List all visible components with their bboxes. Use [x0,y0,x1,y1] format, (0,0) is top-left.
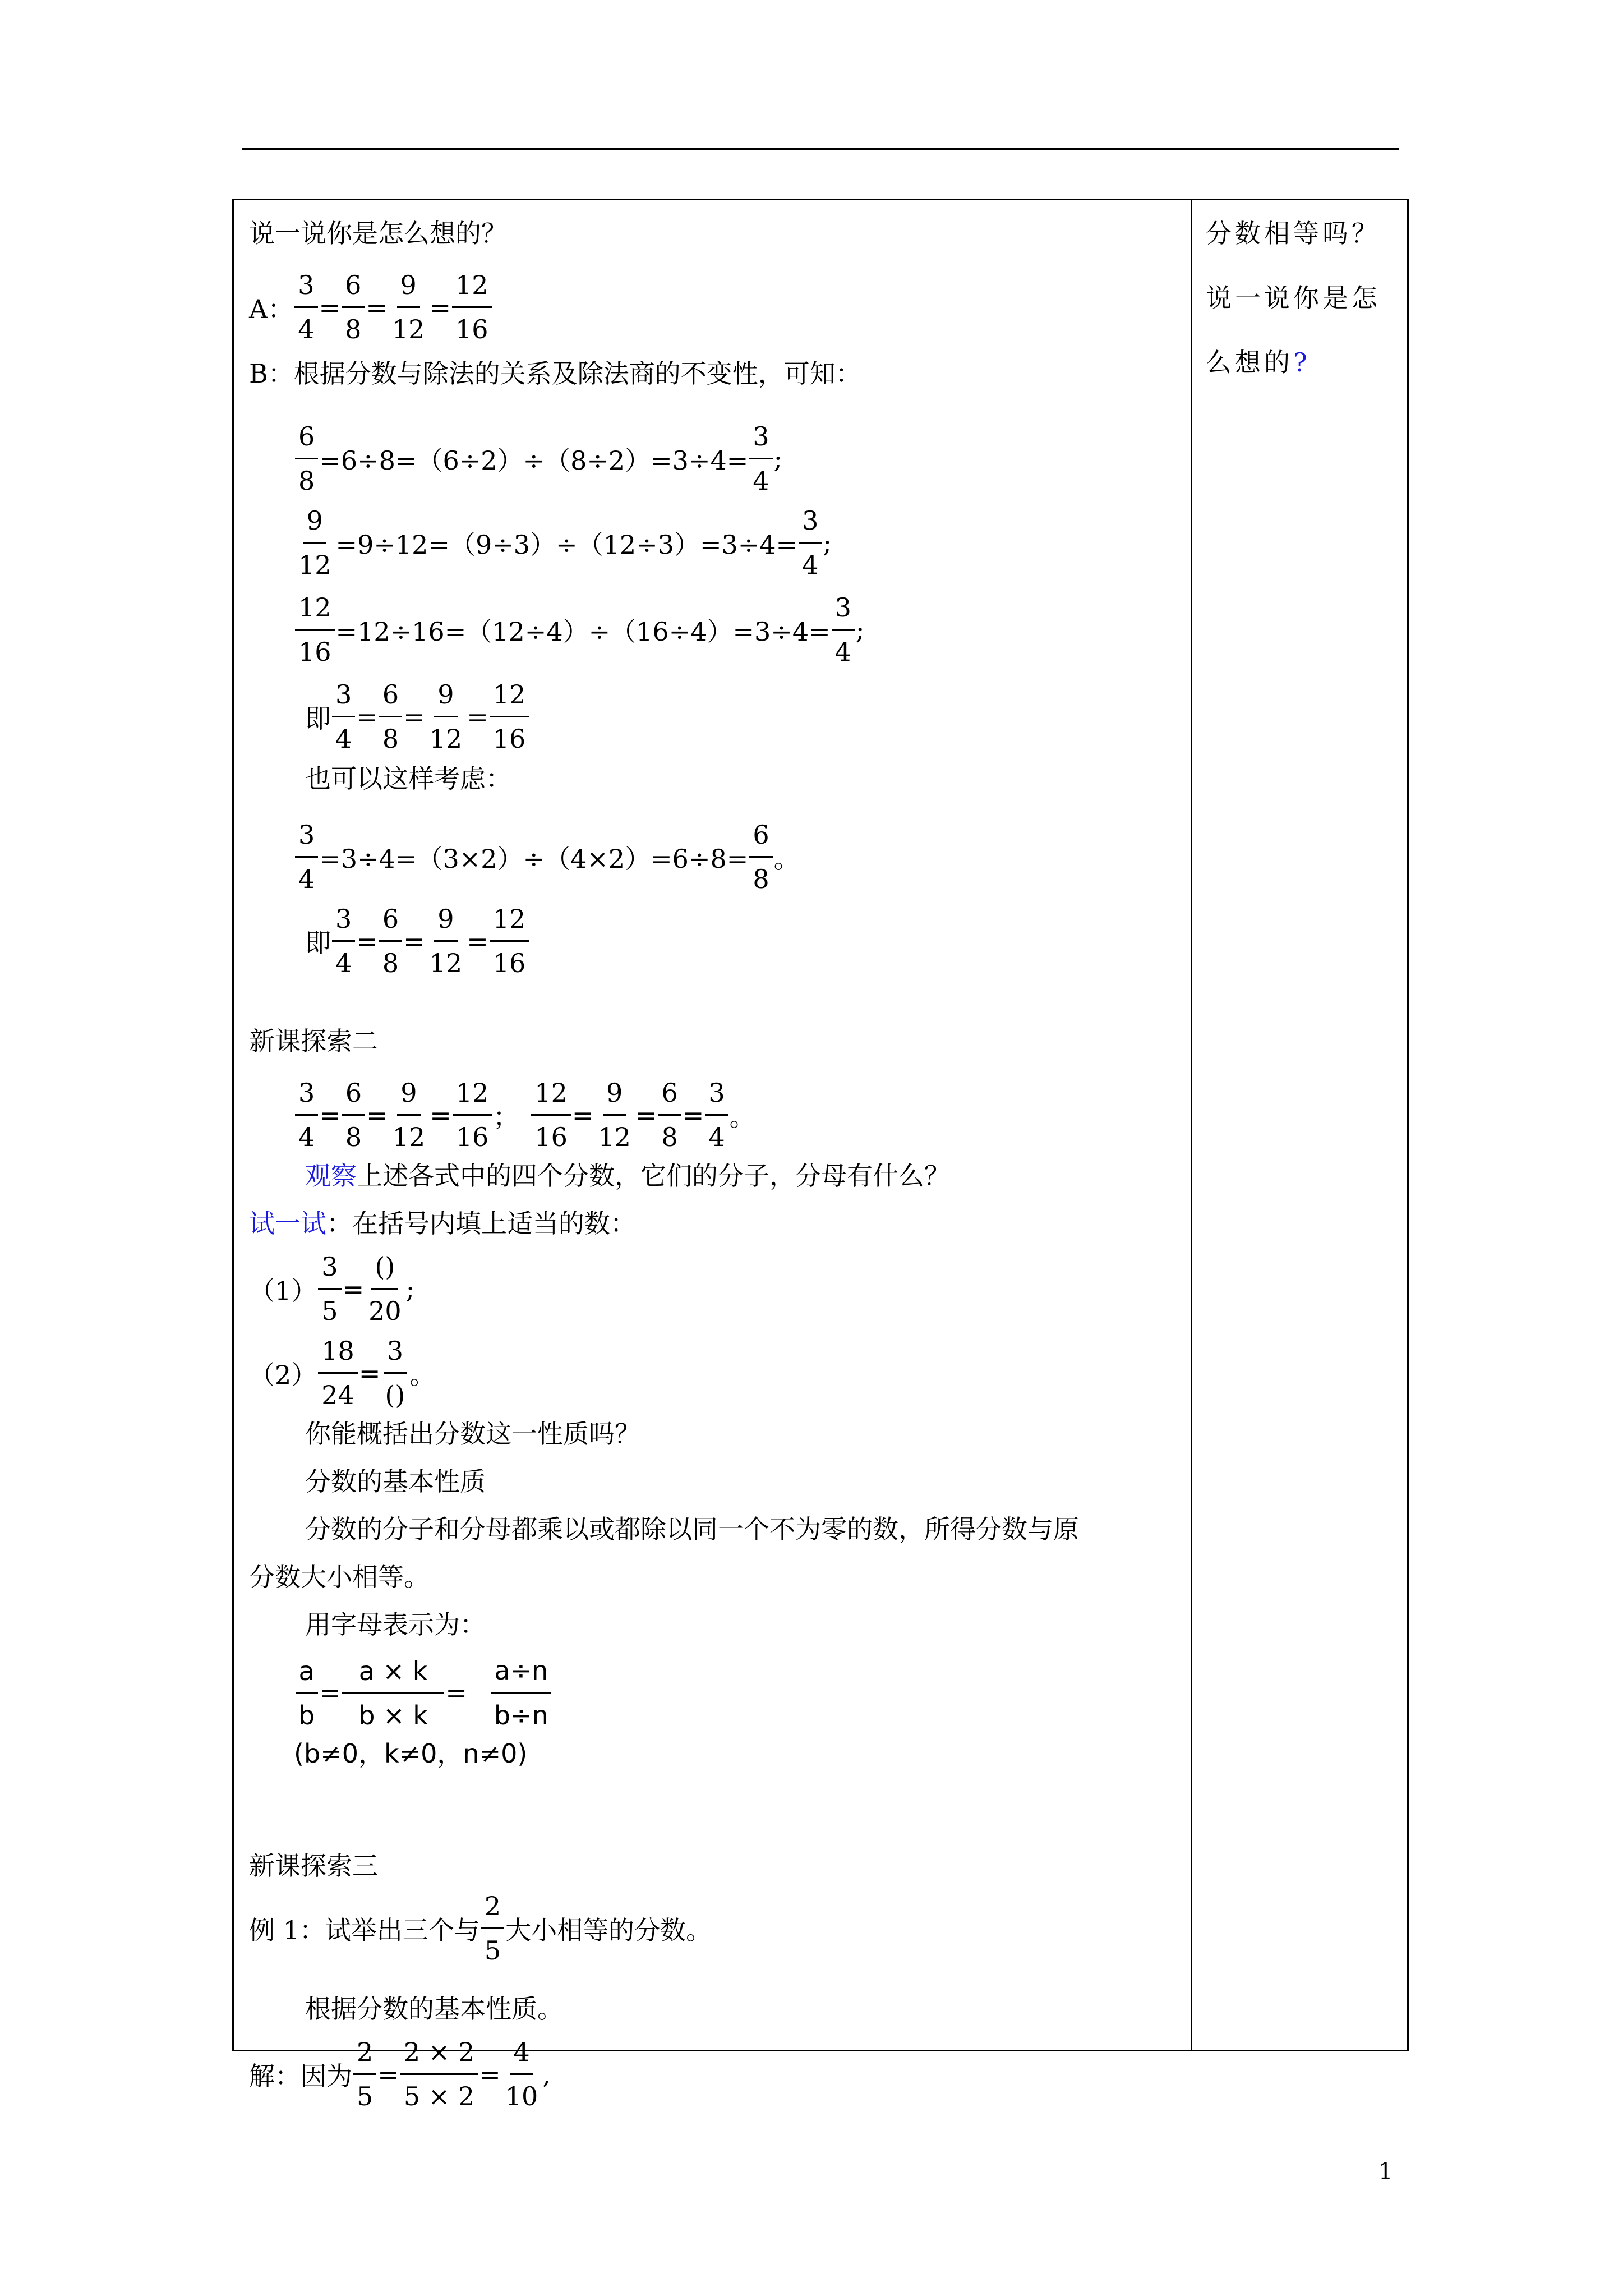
denominator: 16 [534,1122,568,1152]
denominator: 10 [505,2081,538,2111]
numerator: 3 [384,1329,407,1374]
ji-chain-2 [305,898,530,984]
punctuation: 。 [409,1359,436,1390]
item-label: （1） [249,1275,317,1306]
fraction [832,586,855,673]
denominator: 16 [455,314,488,344]
numerator: 12 [295,586,335,631]
try-rest: ：在括号内填上适当的数： [326,1208,636,1239]
numerator: 3 [295,1071,318,1116]
letters-cond-text: (b≠0，k≠0，n≠0) [294,1738,528,1769]
numerator: 18 [318,1329,358,1374]
denominator: 24 [321,1380,354,1410]
fraction [379,673,402,760]
punctuation: 。 [773,843,800,874]
equation-middle: =6÷8=（6÷2）÷（8÷2）=3÷4= [319,445,749,476]
denominator: 12 [392,1122,426,1152]
section-2-title [249,1021,378,1058]
fraction [295,415,318,502]
equals-sign: = [635,1099,657,1130]
fraction [490,898,529,984]
denominator: 8 [345,314,362,344]
fraction [531,1071,571,1158]
example-prefix: 例 1：试举出三个与 [249,1915,480,1945]
example-suffix: 大小相等的分数。 [505,1915,712,1945]
numerator: 6 [658,1071,681,1116]
equals-sign: = [445,1678,467,1708]
fraction [453,1071,492,1158]
equation-middle: =3÷4=（3×2）÷（4×2）=6÷8= [319,843,749,874]
equals-sign: = [403,926,425,956]
fraction [379,898,402,984]
numerator: 12 [531,1071,571,1116]
property-title-text: 分数的基本性质 [305,1466,486,1497]
fraction [491,1649,552,1737]
property-text-1 [305,1509,1079,1546]
property-text-1-span: 分数的分子和分母都乘以或都除以同一个不为零的数，所得分数与原 [305,1514,1079,1544]
equals-sign: = [366,292,388,323]
blank-fraction [365,1245,405,1332]
punctuation: , [542,2059,551,2090]
fraction [400,2031,478,2118]
property-text-2 [249,1557,430,1594]
numerator: 6 [342,1071,365,1116]
fraction [705,1071,728,1158]
numerator: 6 [379,673,402,717]
equation-middle: =12÷16=（12÷4）÷（16÷4）=3÷4= [335,616,831,647]
numerator: 2 × 2 [400,2031,478,2075]
denominator: 20 [368,1296,402,1326]
numerator: 4 [510,2031,533,2075]
question-text: 说一说你是怎么想的？ [249,218,507,249]
equals-sign: = [356,926,378,956]
fraction [295,586,335,673]
blank-fraction [381,1329,408,1416]
equals-sign: = [319,1678,341,1708]
numerator: 3 [749,415,772,459]
denominator: 5 [321,1296,338,1326]
try-item-1 [249,1245,414,1332]
denominator: b × k [358,1700,428,1731]
solution-prefix: 解：因为 [249,2060,352,2091]
summarize-question [305,1414,640,1451]
equation-2 [294,499,832,586]
ji-word: 即 [305,927,331,958]
side-line-2-text: 说一说你是怎 [1206,283,1381,313]
denominator: 8 [753,864,769,894]
letters-formula [294,1649,553,1737]
fraction [389,264,428,351]
solution-line [249,2031,551,2118]
also-text: 也可以这样考虑： [305,763,511,794]
numerator: 9 [434,898,457,942]
fraction [490,673,529,760]
side-line-3 [1206,342,1311,379]
numerator: 3 [832,586,855,631]
fraction [426,673,466,760]
property-text-2-span: 分数大小相等。 [249,1562,430,1592]
numerator: a÷n [491,1649,551,1694]
denominator: 4 [298,314,315,344]
equals-sign: = [377,2059,399,2090]
denominator: 4 [298,864,315,894]
punctuation: ; [405,1273,415,1304]
try-word: 试一试 [249,1208,326,1239]
side-line-1-text: 分数相等吗？ [1206,218,1381,249]
example-hint-text: 根据分数的基本性质。 [305,1994,563,2024]
side-line-3-text: 么想的 [1206,347,1293,378]
equation-middle: =9÷12=（9÷3）÷（12÷3）=3÷4= [335,529,798,560]
denominator: 4 [708,1122,725,1152]
numerator: 6 [342,264,365,308]
denominator: 4 [335,948,352,978]
denominator: 8 [382,724,399,754]
fraction [502,2031,542,2118]
denominator: 4 [802,550,819,580]
numerator: 3 [705,1071,728,1116]
denominator: b÷n [494,1700,548,1731]
denominator: 8 [661,1122,678,1152]
also-line [305,758,511,795]
numerator: 3 [295,813,318,858]
fraction [342,1071,365,1158]
fraction [481,1885,504,1972]
denominator: 16 [492,724,526,754]
fraction [749,813,772,900]
denominator: 8 [345,1122,362,1152]
denominator: 4 [298,1122,315,1152]
column-divider [1191,199,1192,2051]
equals-sign: = [429,292,451,323]
equals-sign: = [682,1099,704,1130]
numerator: () [371,1245,398,1290]
equation-4 [294,813,800,900]
header-rule [242,148,1399,150]
denominator: 12 [429,724,463,754]
denominator: 4 [834,637,851,667]
denominator: 12 [298,550,331,580]
observe-rest: 上述各式中的四个分数，它们的分子，分母有什么？ [357,1161,950,1191]
punctuation: 。 [729,1101,755,1132]
fraction [342,264,365,351]
numerator: 2 [353,2031,376,2075]
equals-sign: = [342,1273,365,1304]
denominator: 16 [298,637,331,667]
fraction [658,1071,681,1158]
numerator: 3 [294,264,317,308]
chains-line [294,1071,755,1158]
denominator: 5 [484,1935,501,1966]
ji-chain-1 [305,673,530,760]
section-2-text: 新课探索二 [249,1026,378,1056]
punctuation: ; [855,614,865,645]
question-line [249,213,507,250]
numerator: 3 [318,1245,341,1290]
punctuation: ； [493,1101,519,1132]
denominator: 12 [391,314,425,344]
numerator: 9 [303,499,326,544]
numerator: 9 [397,1071,420,1116]
fraction [295,1650,318,1737]
numerator: 6 [295,415,318,459]
numerator: 9 [603,1071,626,1116]
denominator: 8 [298,466,315,496]
equation-1 [294,415,782,502]
denominator: 5 [357,2081,374,2111]
label-a: A： [249,293,294,324]
fraction [353,2031,376,2118]
numerator: 3 [799,499,822,544]
fraction [452,264,492,351]
side-line-2 [1206,278,1381,315]
equals-sign: = [403,701,425,732]
numerator: a × k [342,1650,445,1694]
equals-sign: = [356,701,378,732]
fraction [295,813,318,900]
fraction [332,673,355,760]
try-line [249,1203,636,1240]
equation-3 [294,586,864,673]
numerator: 9 [397,264,420,308]
equals-sign: = [467,926,488,956]
numerator: 9 [434,673,457,717]
example-1 [249,1885,712,1972]
summarize-text: 你能概括出分数这一性质吗？ [305,1419,640,1449]
side-line-1 [1206,213,1381,250]
denominator: 16 [492,948,526,978]
numerator: 6 [749,813,772,858]
fraction [295,1071,318,1158]
example-hint [305,1989,563,2026]
numerator: 12 [453,1071,492,1116]
ji-word: 即 [305,703,331,734]
equals-sign: = [319,292,341,323]
fraction [389,1071,429,1158]
numerator: 12 [490,898,529,942]
denominator: 16 [455,1122,489,1152]
numerator: 2 [481,1885,504,1929]
b-line [249,353,861,390]
section-3-title [249,1846,378,1883]
observe-word: 观察 [305,1161,357,1191]
denominator: 5 × 2 [403,2081,475,2111]
equation-a [249,264,493,351]
numerator: 3 [332,673,355,717]
reverse-chain [530,1071,729,1158]
denominator: 4 [335,724,352,754]
denominator: 8 [382,948,399,978]
equals-sign: = [366,1099,388,1130]
letters-condition [294,1733,527,1770]
denominator: 4 [753,466,769,496]
denominator: () [385,1380,405,1410]
section-3-text: 新课探索三 [249,1851,378,1881]
fraction [318,1329,358,1416]
fraction [318,1245,341,1332]
fraction [749,415,772,502]
numerator: 6 [379,898,402,942]
numerator: a [296,1650,318,1694]
fraction [332,898,355,984]
b-text: B：根据分数与除法的关系及除法商的不变性，可知： [249,358,861,389]
side-question-mark: ? [1293,347,1311,378]
denominator: 12 [429,948,463,978]
equals-sign: = [430,1099,451,1130]
equals-sign: = [479,2059,501,2090]
observe-line [305,1156,950,1193]
punctuation: ; [773,443,783,474]
numerator: 3 [332,898,355,942]
fraction [295,499,335,586]
letters-intro [305,1604,486,1641]
property-title [305,1461,486,1498]
equals-sign: = [358,1358,381,1388]
item-label: （2） [249,1359,317,1390]
page-number: 1 [1378,2159,1393,2184]
try-item-2 [249,1329,435,1416]
denominator: b [298,1700,315,1731]
fraction [594,1071,634,1158]
numerator: 12 [452,264,492,308]
fraction [426,898,466,984]
letters-intro-text: 用字母表示为： [305,1609,486,1640]
fraction [342,1650,445,1737]
fraction [799,499,822,586]
numerator: 12 [490,673,529,717]
equals-sign: = [467,701,488,732]
equals-sign: = [319,1099,341,1130]
fraction [294,264,317,351]
denominator: 12 [598,1122,631,1152]
equals-sign: = [571,1099,594,1130]
punctuation: ; [823,527,832,558]
